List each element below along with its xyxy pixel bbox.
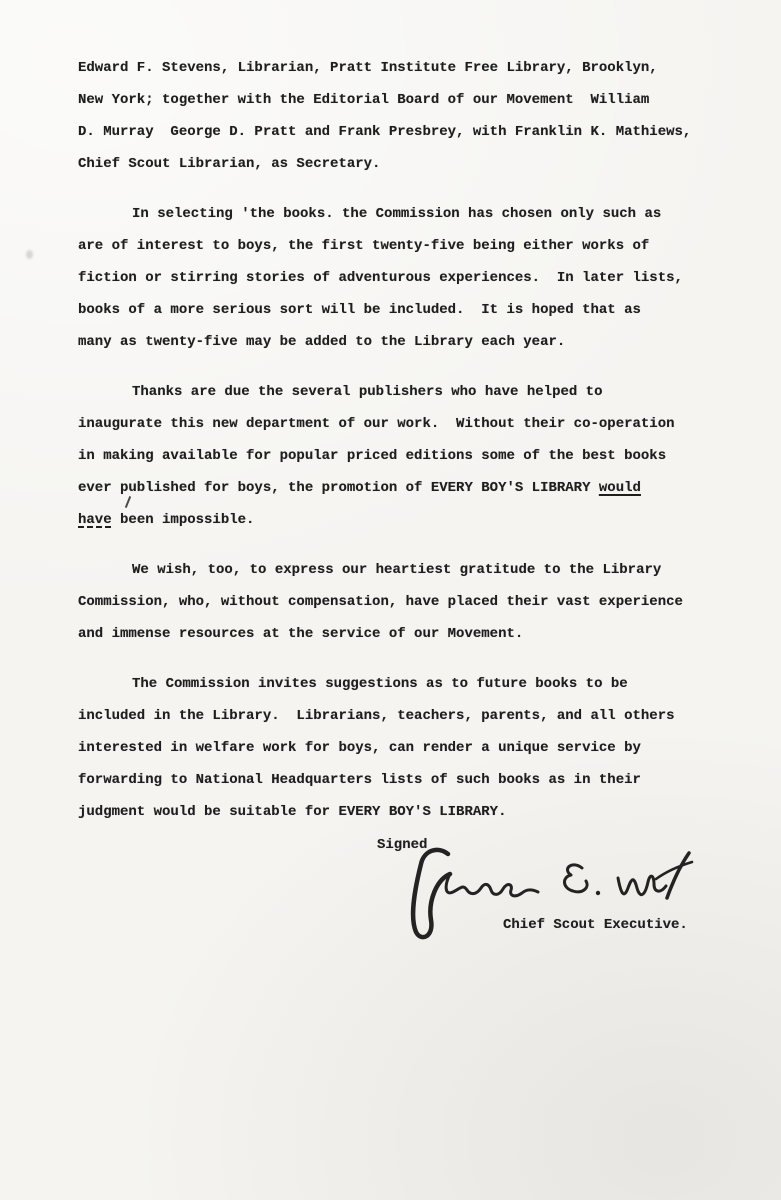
signed-label: Signed	[377, 837, 428, 853]
text-line: inaugurate this new department of our work. Without their co-operation	[78, 416, 675, 432]
text-line: D. Murray George D. Pratt and Frank Presbrey, with Franklin K. Mathiews,	[78, 124, 692, 140]
text-line: fiction or stirring stories of adventurous experiences. In later lists,	[78, 270, 683, 286]
paragraph	[78, 376, 728, 536]
text-line: are of interest to boys, the first twenty-five being either works of	[78, 238, 650, 254]
text-line: books of a more serious sort will be included. It is hoped that as	[78, 302, 641, 318]
text-line: have been impossible.	[78, 512, 255, 528]
text-line: and immense resources at the service of our Movement.	[78, 626, 524, 642]
text-line: In selecting 'the books. the Commission has chosen only such as	[132, 206, 662, 222]
text-line: Chief Scout Librarian, as Secretary.	[78, 156, 381, 172]
document-body	[78, 52, 728, 846]
text-line: ever published for boys, the promotion of EVERY BOY'S LIBRARY would	[78, 480, 641, 496]
signature-title: Chief Scout Executive.	[503, 917, 688, 933]
text-line: New York; together with the Editorial Board of our Movement William	[78, 92, 650, 108]
text-line: The Commission invites suggestions as to future books to be	[132, 676, 628, 692]
text-line: Commission, who, without compensation, have placed their vast experience	[78, 594, 683, 610]
paragraph	[78, 668, 728, 828]
text-line: forwarding to National Headquarters lists of such books as in their	[78, 772, 641, 788]
text-line: interested in welfare work for boys, can render a unique service by	[78, 740, 641, 756]
text-line: included in the Library. Librarians, teachers, parents, and all others	[78, 708, 675, 724]
paragraph	[78, 52, 728, 180]
text-line: Thanks are due the several publishers who have helped to	[132, 384, 603, 400]
paragraph	[78, 198, 728, 358]
text-line: many as twenty-five may be added to the Library each year.	[78, 334, 566, 350]
paragraph	[78, 554, 728, 650]
text-line: We wish, too, to express our heartiest gratitude to the Library	[132, 562, 662, 578]
scan-speck-artifact	[26, 250, 33, 259]
text-line: judgment would be suitable for EVERY BOY'S LIBRARY.	[78, 804, 507, 820]
text-line: Edward F. Stevens, Librarian, Pratt Institute Free Library, Brooklyn,	[78, 60, 658, 76]
text-line: in making available for popular priced editions some of the best books	[78, 448, 667, 464]
